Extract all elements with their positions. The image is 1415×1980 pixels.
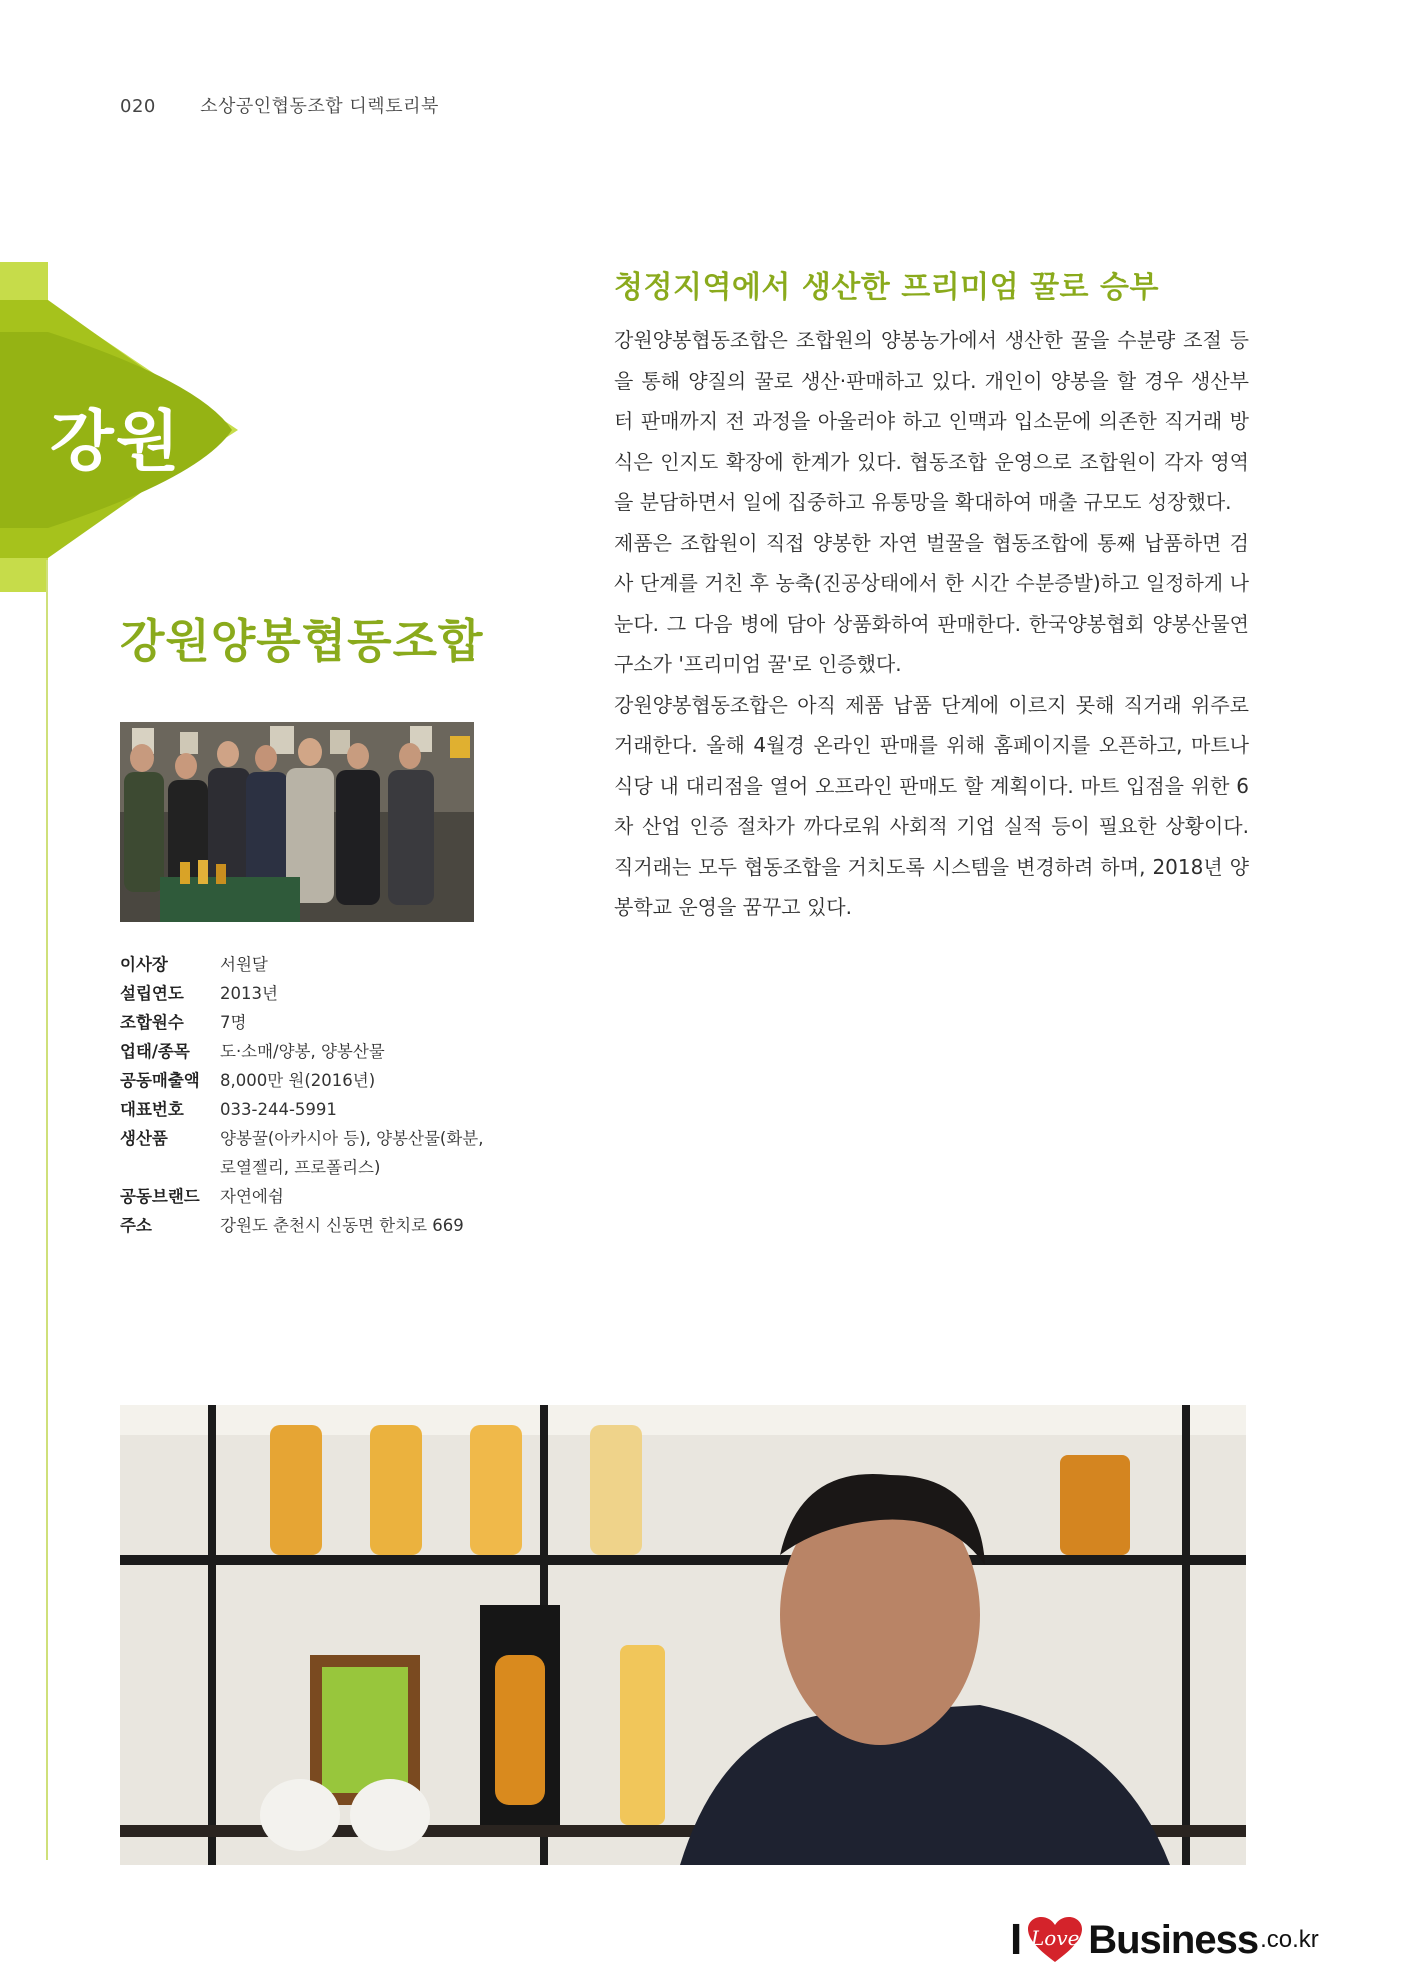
article-body <box>614 320 1249 928</box>
brand-i: I <box>1010 1915 1023 1964</box>
info-key: 대표번호 <box>120 1100 184 1119</box>
article-paragraph: 강원양봉협동조합은 조합원의 양봉농가에서 생산한 꿀을 수분량 조절 등을 통해 양질의 꿀로 생산·판매하고 있다. 개인이 양봉을 할 경우 생산부터 판매까지 전 과정을 아울러야 하고 인맥과 입소문에 의존한 직거래 방식은 인지도 확장에 한계가 있다. 협동조합 운영으로 조합원이 각자 영역을 분담하면서 일에 집중하고 유통망을 확대하여 매출 규모도 성장했다. <box>614 328 1249 514</box>
info-key: 설립연도 <box>120 984 184 1003</box>
info-value: 도·소매/양봉, 양봉산물 <box>220 1042 385 1061</box>
info-value: 서원달 <box>220 955 268 974</box>
page-number: 020 <box>120 96 156 117</box>
info-key: 주소 <box>120 1216 152 1235</box>
brand-love: Love <box>1031 1926 1080 1950</box>
brand-domain: .co.kr <box>1260 1926 1319 1953</box>
info-value: 자연에쉼 <box>220 1187 284 1206</box>
info-value: 7명 <box>220 1013 247 1032</box>
info-key: 업태/종목 <box>120 1042 190 1061</box>
info-value: 강원도 춘천시 신동면 한치로 669 <box>220 1216 464 1235</box>
brand-business: Business <box>1088 1917 1259 1962</box>
info-row <box>120 1008 500 1037</box>
chairman-photo <box>120 1405 1246 1865</box>
article-paragraph: 제품은 조합원이 직접 양봉한 자연 벌꿀을 협동조합에 통째 납품하면 검사 단계를 거친 후 농축(진공상태에서 한 시간 수분증발)하고 일정하게 나눈다. 그 다음 병에 담아 상품화하여 판매한다. 한국양봉협회 양봉산물연구소가 '프리미엄 꿀'로 인증했다. <box>614 530 1249 676</box>
info-key: 생산품 <box>120 1129 168 1148</box>
info-value: 2013년 <box>220 984 278 1003</box>
coop-info-table <box>120 950 500 1240</box>
coop-name: 강원양봉협동조합 <box>120 614 484 668</box>
info-row <box>120 979 500 1008</box>
info-row <box>120 1095 500 1124</box>
brand-logo <box>1010 1910 1319 1970</box>
article-headline: 청정지역에서 생산한 프리미엄 꿀로 승부 <box>614 270 1159 305</box>
info-value: 8,000만 원(2016년) <box>220 1071 376 1090</box>
info-key: 공동브랜드 <box>120 1187 200 1206</box>
info-row <box>120 1037 500 1066</box>
info-key: 이사장 <box>120 955 168 974</box>
info-key: 공동매출액 <box>120 1071 200 1090</box>
group-photo <box>120 722 474 922</box>
info-row <box>120 1124 500 1182</box>
left-divider <box>46 560 48 1860</box>
heart-icon <box>1026 1916 1084 1964</box>
page-header <box>120 92 439 118</box>
article-paragraph: 강원양봉협동조합은 아직 제품 납품 단계에 이르지 못해 직거래 위주로 거래한다. 올해 4월경 온라인 판매를 위해 홈페이지를 오픈하고, 마트나 식당 내 대리점을 열어 오프라인 판매도 할 계획이다. 마트 입점을 위한 6차 산업 인증 절차가 까다로워 사회적 기업 실적 등이 필요한 상황이다. 직거래는 모두 협동조합을 거치도록 시스템을 변경하려 하며, 2018년 양봉학교 운영을 꿈꾸고 있다. <box>614 692 1249 919</box>
info-value: 양봉꿀(아카시아 등), 양봉산물(화분, 로열젤리, 프로폴리스) <box>220 1129 484 1177</box>
info-row <box>120 1066 500 1095</box>
book-title: 소상공인협동조합 디렉토리북 <box>200 96 439 117</box>
info-row <box>120 1211 500 1240</box>
info-row <box>120 1182 500 1211</box>
info-key: 조합원수 <box>120 1013 184 1032</box>
info-row <box>120 950 500 979</box>
info-value: 033-244-5991 <box>220 1100 337 1119</box>
region-label: 강원 <box>50 403 182 480</box>
